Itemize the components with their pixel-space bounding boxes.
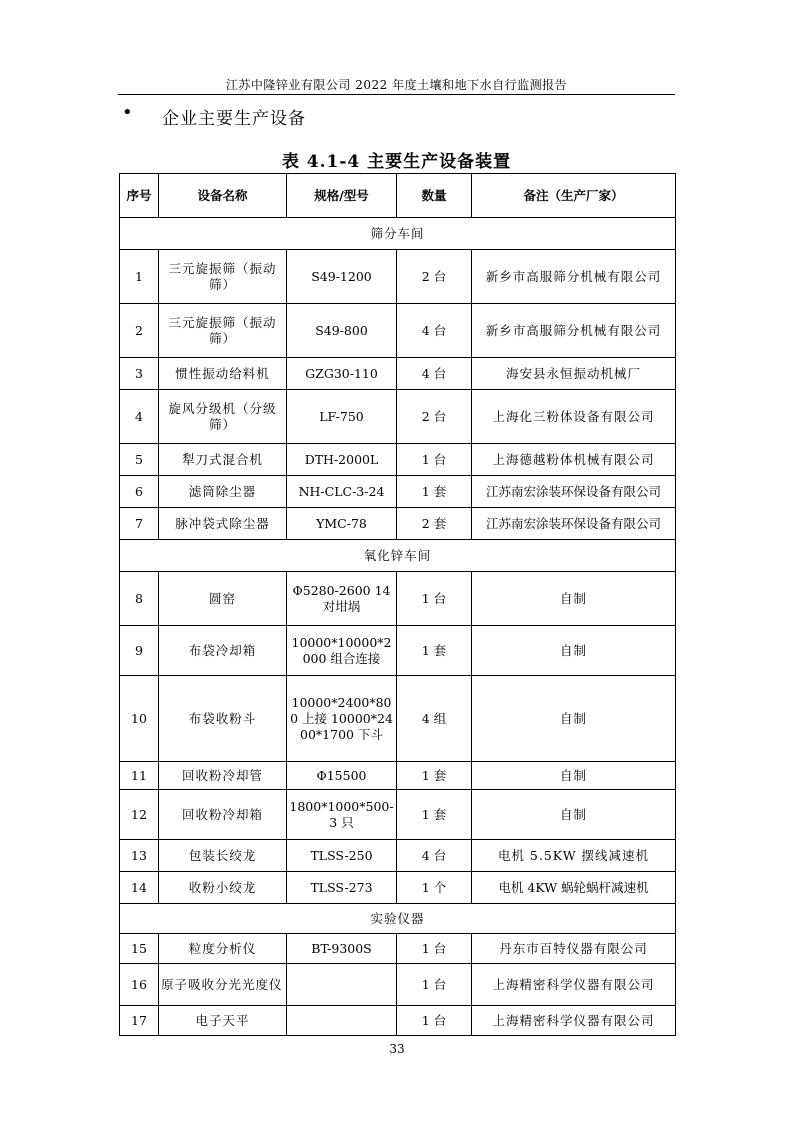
cell-spec: TLSS-273 <box>287 872 397 904</box>
cell-name: 回收粉冷却管 <box>159 762 287 790</box>
cell-qty: 4 台 <box>397 304 472 358</box>
table-row <box>120 444 676 476</box>
cell-no: 1 <box>120 250 159 304</box>
table-row <box>120 626 676 676</box>
cell-no: 6 <box>120 476 159 508</box>
cell-no: 14 <box>120 872 159 904</box>
cell-no: 17 <box>120 1006 159 1036</box>
cell-spec: BT-9300S <box>287 934 397 964</box>
cell-no: 4 <box>120 390 159 444</box>
cell-no: 12 <box>120 790 159 840</box>
cell-note: 上海精密科学仪器有限公司 <box>472 1006 676 1036</box>
table-row <box>120 676 676 762</box>
col-header-spec: 规格/型号 <box>287 174 397 218</box>
cell-note: 上海化三粉体设备有限公司 <box>472 390 676 444</box>
cell-no: 11 <box>120 762 159 790</box>
cell-name: 原子吸收分光光度仪 <box>159 964 287 1006</box>
cell-qty: 1 套 <box>397 790 472 840</box>
cell-note: 海安县永恒振动机械厂 <box>472 358 676 390</box>
table-row <box>120 1006 676 1036</box>
cell-no: 3 <box>120 358 159 390</box>
cell-name: 三元旋振筛（振动筛） <box>159 304 287 358</box>
cell-note: 电机 5.5KW 摆线减速机 <box>472 840 676 872</box>
cell-note: 江苏南宏涂装环保设备有限公司 <box>472 476 676 508</box>
equipment-table <box>119 173 676 1036</box>
group-label: 筛分车间 <box>120 218 676 250</box>
cell-name: 犁刀式混合机 <box>159 444 287 476</box>
cell-spec: Φ15500 <box>287 762 397 790</box>
cell-qty: 1 台 <box>397 572 472 626</box>
group-label: 实验仪器 <box>120 904 676 934</box>
cell-qty: 2 台 <box>397 250 472 304</box>
cell-spec <box>287 964 397 1006</box>
section-title: 企业主要生产设备 <box>162 109 306 129</box>
cell-qty: 1 台 <box>397 444 472 476</box>
cell-name: 滤筒除尘器 <box>159 476 287 508</box>
cell-qty: 1 套 <box>397 762 472 790</box>
table-row <box>120 250 676 304</box>
cell-no: 16 <box>120 964 159 1006</box>
table-row <box>120 964 676 1006</box>
cell-name: 布袋收粉斗 <box>159 676 287 762</box>
cell-name: 脉冲袋式除尘器 <box>159 508 287 540</box>
cell-spec <box>287 1006 397 1036</box>
cell-name: 包装长绞龙 <box>159 840 287 872</box>
table-row <box>120 572 676 626</box>
cell-spec: S49-1200 <box>287 250 397 304</box>
cell-spec: GZG30-110 <box>287 358 397 390</box>
col-header-name: 设备名称 <box>159 174 287 218</box>
table-row <box>120 872 676 904</box>
header-divider <box>118 94 675 95</box>
table-row <box>120 840 676 872</box>
cell-qty: 1 台 <box>397 1006 472 1036</box>
table-row <box>120 390 676 444</box>
cell-qty: 1 套 <box>397 476 472 508</box>
cell-spec: NH-CLC-3-24 <box>287 476 397 508</box>
cell-spec: YMC-78 <box>287 508 397 540</box>
cell-spec: TLSS-250 <box>287 840 397 872</box>
cell-qty: 1 套 <box>397 626 472 676</box>
cell-note: 自制 <box>472 790 676 840</box>
cell-spec: S49-800 <box>287 304 397 358</box>
cell-note: 新乡市高服筛分机械有限公司 <box>472 250 676 304</box>
table-title: 表 4.1-4 主要生产设备装置 <box>281 152 512 172</box>
cell-note: 丹东市百特仪器有限公司 <box>472 934 676 964</box>
table-row <box>120 934 676 964</box>
cell-qty: 2 台 <box>397 390 472 444</box>
cell-no: 2 <box>120 304 159 358</box>
cell-name: 惯性振动给料机 <box>159 358 287 390</box>
cell-qty: 2 套 <box>397 508 472 540</box>
table-row <box>120 304 676 358</box>
cell-note: 自制 <box>472 572 676 626</box>
cell-name: 收粉小绞龙 <box>159 872 287 904</box>
cell-no: 10 <box>120 676 159 762</box>
cell-note: 自制 <box>472 762 676 790</box>
cell-note: 自制 <box>472 626 676 676</box>
cell-note: 江苏南宏涂装环保设备有限公司 <box>472 508 676 540</box>
cell-spec: 1800*1000*500-3 只 <box>287 790 397 840</box>
cell-spec: Φ5280-2600 14 对坩埚 <box>287 572 397 626</box>
cell-spec: DTH-2000L <box>287 444 397 476</box>
cell-spec: 10000*2400*800 上接 10000*2400*1700 下斗 <box>287 676 397 762</box>
table-row <box>120 508 676 540</box>
group-row <box>120 540 676 572</box>
running-header: 江苏中隆锌业有限公司 2022 年度土壤和地下水自行监测报告 <box>225 78 568 92</box>
group-row <box>120 218 676 250</box>
cell-no: 8 <box>120 572 159 626</box>
cell-name: 三元旋振筛（振动筛） <box>159 250 287 304</box>
cell-no: 9 <box>120 626 159 676</box>
cell-qty: 1 台 <box>397 964 472 1006</box>
page-number: 33 <box>389 1042 405 1056</box>
cell-name: 圆窑 <box>159 572 287 626</box>
cell-qty: 4 台 <box>397 840 472 872</box>
cell-no: 15 <box>120 934 159 964</box>
bullet-icon: • <box>122 102 133 123</box>
table-row <box>120 762 676 790</box>
cell-qty: 4 组 <box>397 676 472 762</box>
cell-no: 5 <box>120 444 159 476</box>
cell-qty: 1 台 <box>397 934 472 964</box>
group-row <box>120 904 676 934</box>
cell-spec: 10000*10000*2000 组合连接 <box>287 626 397 676</box>
cell-spec: LF-750 <box>287 390 397 444</box>
col-header-no: 序号 <box>120 174 159 218</box>
table-row <box>120 358 676 390</box>
cell-name: 电子天平 <box>159 1006 287 1036</box>
cell-note: 上海精密科学仪器有限公司 <box>472 964 676 1006</box>
cell-name: 旋风分级机（分级筛） <box>159 390 287 444</box>
col-header-qty: 数量 <box>397 174 472 218</box>
cell-qty: 4 台 <box>397 358 472 390</box>
cell-note: 新乡市高服筛分机械有限公司 <box>472 304 676 358</box>
cell-note: 上海德越粉体机械有限公司 <box>472 444 676 476</box>
cell-qty: 1 个 <box>397 872 472 904</box>
cell-note: 电机 4KW 蜗轮蜗杆减速机 <box>472 872 676 904</box>
cell-name: 布袋冷却箱 <box>159 626 287 676</box>
table-header-row <box>120 174 676 218</box>
cell-note: 自制 <box>472 676 676 762</box>
cell-no: 7 <box>120 508 159 540</box>
cell-name: 粒度分析仪 <box>159 934 287 964</box>
group-label: 氧化锌车间 <box>120 540 676 572</box>
cell-name: 回收粉冷却箱 <box>159 790 287 840</box>
table-row <box>120 476 676 508</box>
col-header-note: 备注（生产厂家） <box>472 174 676 218</box>
table-row <box>120 790 676 840</box>
cell-no: 13 <box>120 840 159 872</box>
